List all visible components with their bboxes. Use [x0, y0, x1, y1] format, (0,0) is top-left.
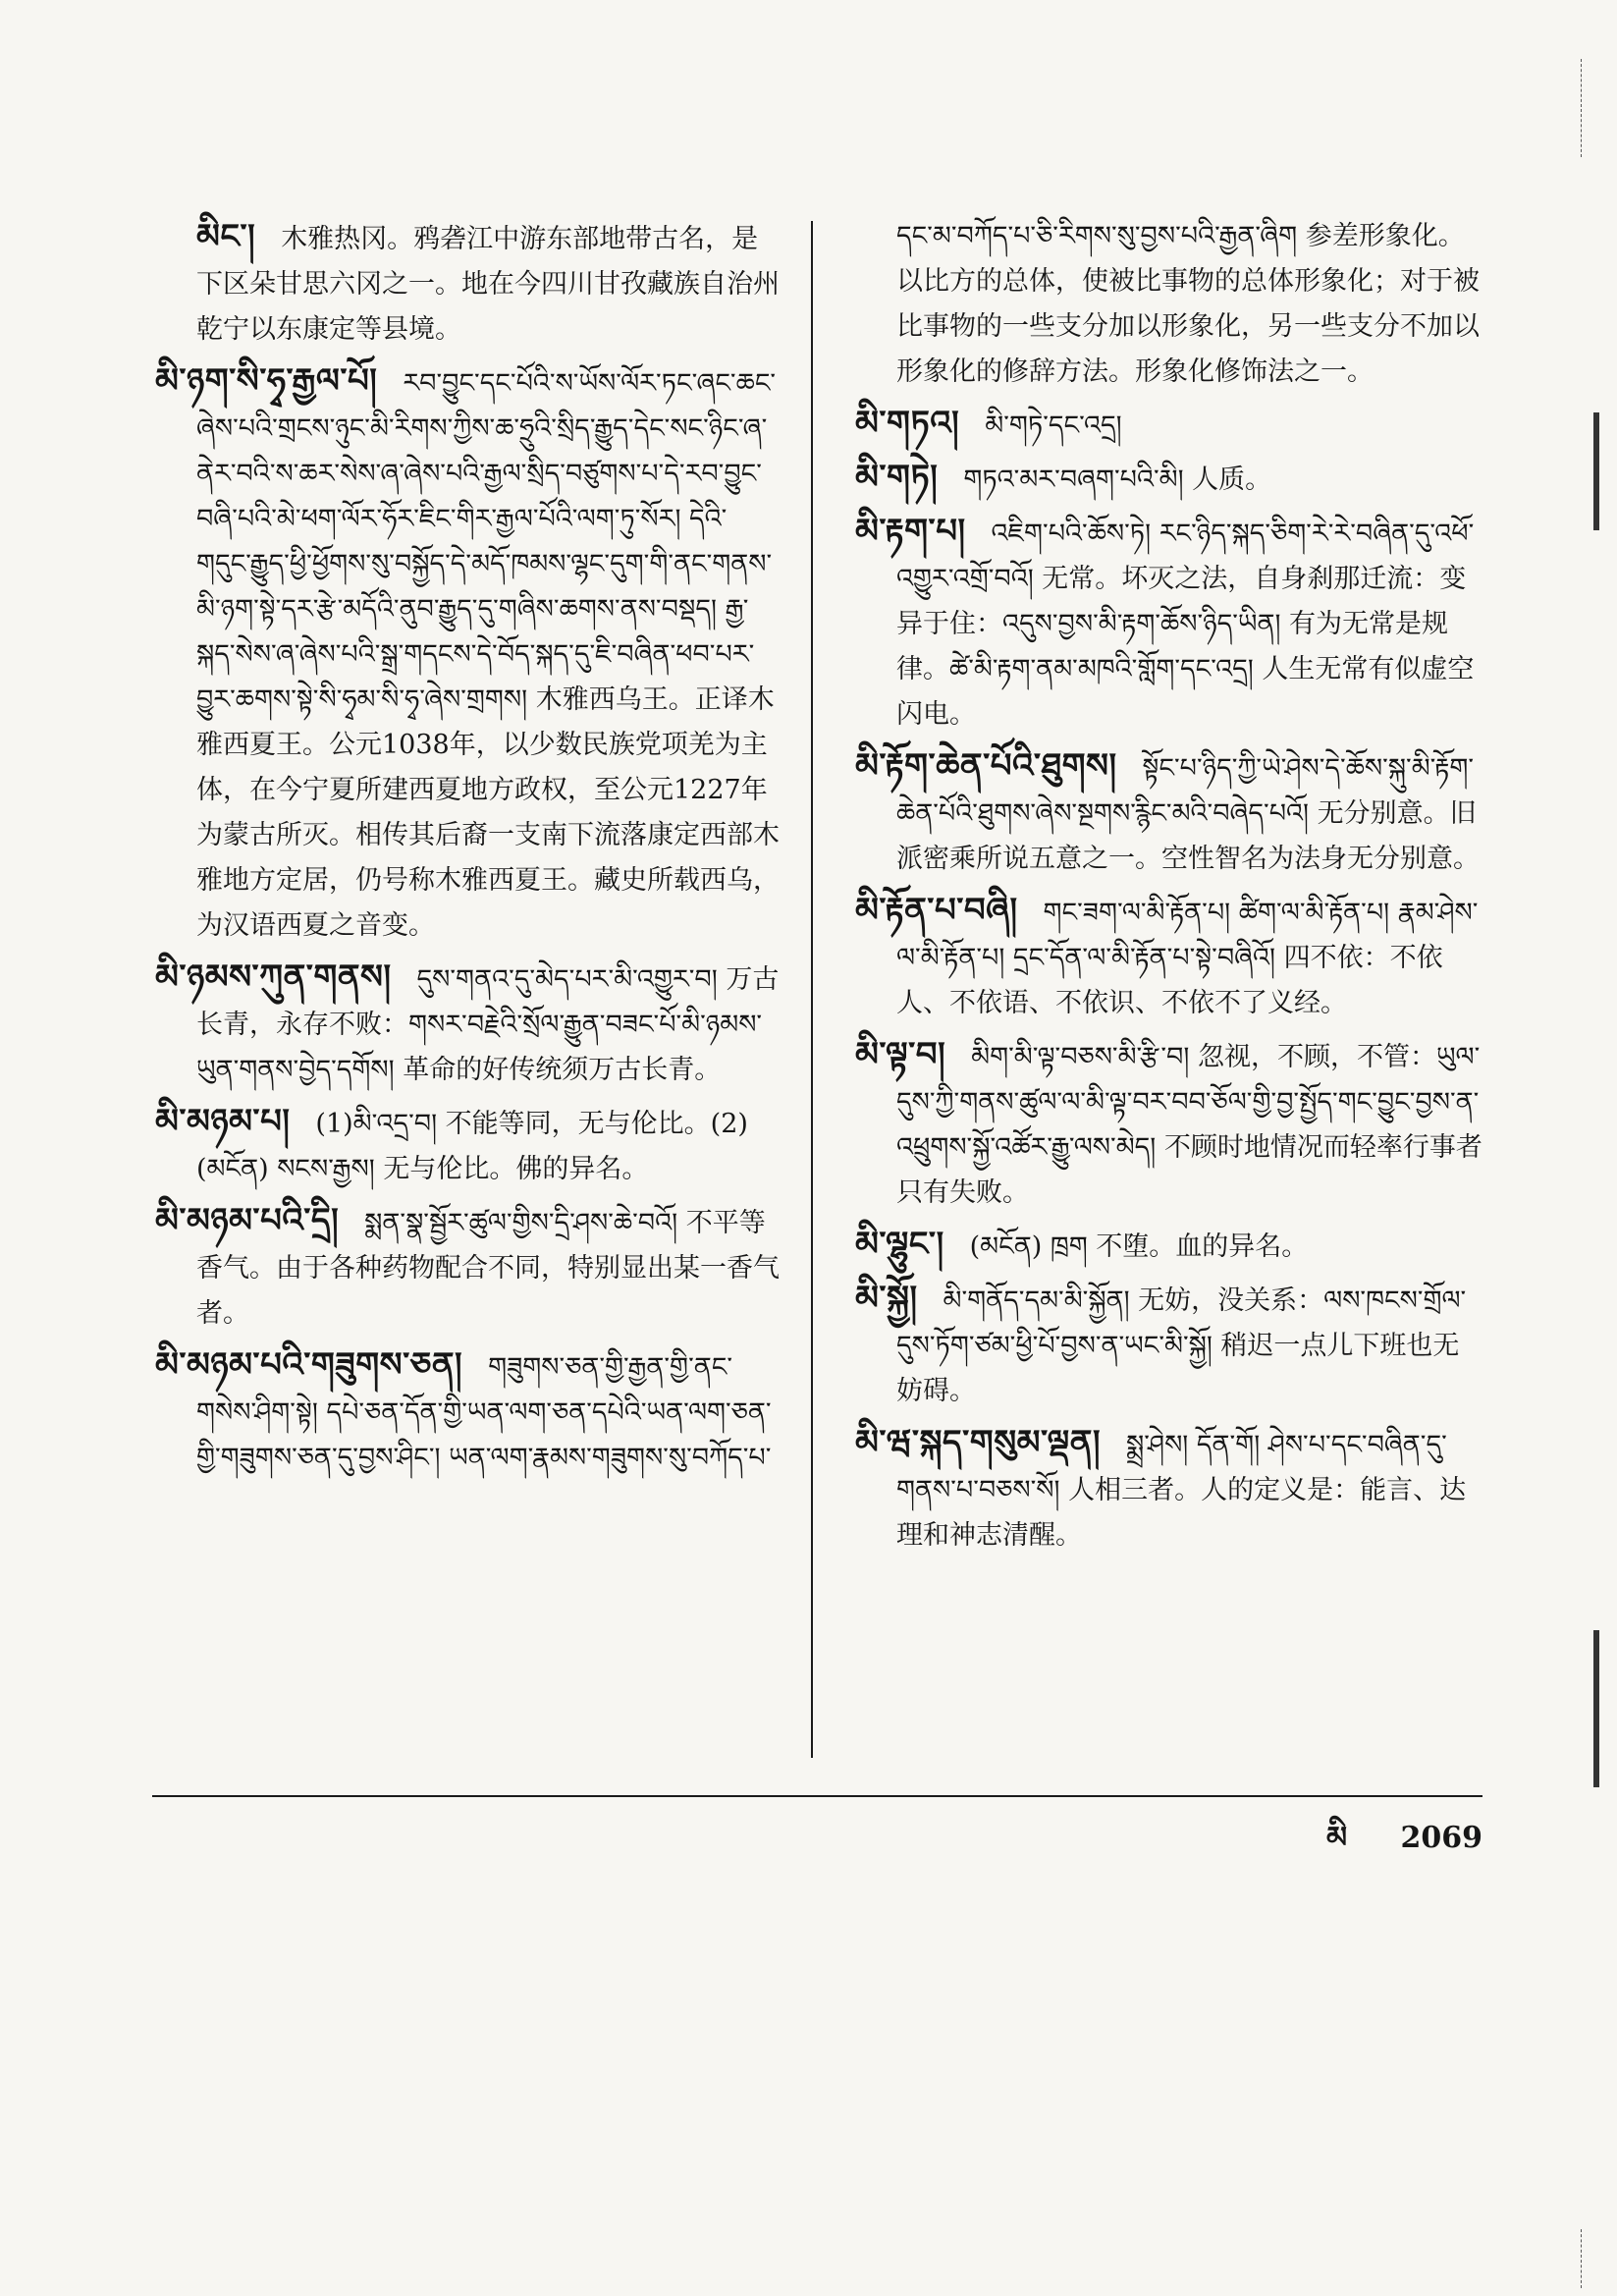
dictionary-entry	[855, 1222, 1485, 1270]
entry-definition: འཇིག་པའི་ཆོས་ཏེ། རང་ཉིད་སྐད་ཅིག་རེ་རེ་བཞིན་དུ་འཕོ་འགྱུར་འགྲོ་བའོ། 无常。坏灭之法，自身刹那迁流：变异于住：འདུས་བྱས་མི་རྟག་ཆོས་ཉིད་ཡིན། 有为无常是规律。ཚེ་མི་རྟག་ནམ་མཁའི་གློག་དང་འདྲ། 人生无常有似虚空闪电。	[896, 519, 1475, 730]
dictionary-entry	[855, 888, 1485, 1026]
entry-headword: མི་མཉམ་པའི་གཟུགས་ཅན།	[155, 1345, 463, 1385]
entry-headword: མི་རྟོག་ཆེན་པོའི་ཐུགས།	[855, 746, 1117, 786]
entry-definition: གཏའ་མར་བཞག་པའི་མི། 人质。	[963, 465, 1272, 495]
entry-headword: མི་ལྟ་བ།	[855, 1035, 946, 1074]
dictionary-entry	[855, 455, 1485, 503]
dictionary-entry	[155, 1198, 781, 1337]
entry-headword: མི་ཉམས་ཀུན་གནས།	[155, 957, 392, 997]
entry-definition: གང་ཟག་ལ་མི་རྟོན་པ། ཚིག་ལ་མི་རྟོན་པ། རྣམ་ཤེས་ལ་མི་རྟོན་པ། དྲང་དོན་ལ་མི་རྟོན་པ་སྟེ་བཞིའོ། 四不依：不依人、不依语、不依识、不依不了义经。	[896, 898, 1479, 1018]
column-divider	[811, 221, 813, 1758]
entry-definition: (མངོན) ཁྲག 不堕。血的异名。	[969, 1231, 1309, 1262]
dictionary-entry	[155, 358, 781, 949]
entry-definition: མི་གཏེ་དང་འདྲ།	[985, 410, 1122, 441]
edge-mark	[1581, 2229, 1603, 2288]
entry-headword: མི་མཉམ་པའི་དྲི།	[155, 1201, 340, 1240]
entry-headword: མི་གཏེ།	[855, 458, 939, 497]
entry-definition: རབ་བྱུང་དང་པོའི་ས་ཡོས་ལོར་ཏང་ཞང་ཆང་ཞེས་པའི་གྲངས་ཉུང་མི་རིགས་ཀྱིས་ཆ་ཧྲུའི་སྲིད་རྒྱུད་དེང་སང་ཉིང་ཞ་ནེར་བའི་ས་ཆར་སེས་ཞ་ཞེས་པའི་རྒྱལ་སྲིད་བཙུགས་པ་དེ་རབ་བྱུང་བཞི་པའི་མེ་ཕག་ལོར་ཧོར་ཇིང་གིར་རྒྱལ་པོའི་ལག་ཏུ་སོར། དེའི་གདུང་རྒྱུད་ཕྱི་ཕྱོགས་སུ་བསྐྱོད་དེ་མདོ་ཁམས་ལྷང་དུག་གི་ནང་གནས་མི་ཉག་སྟེ་དར་རྩེ་མདོའི་ནུབ་རྒྱུད་དུ་གཞིས་ཆགས་ནས་བསྡད། རྒྱ་སྐད་སེས་ཞ་ཞེས་པའི་སྒྲ་གདངས་དེ་བོད་སྐད་དུ་ཇི་བཞིན་ཕབ་པར་བྱུར་ཆགས་སྟེ་སི་ཧྭམ་སི་ཧྭ་ཞེས་གྲགས། 木雅西乌王。正译木雅西夏王。公元1038年，以少数民族党项羌为主体，在今宁夏所建西夏地方政权，至公元1227年为蒙古所灭。相传其后裔一支南下流落康定西部木雅地方定居，仍号称木雅西夏王。藏史所载西乌，为汉语西夏之音变。	[196, 368, 780, 941]
entry-definition: སྨན་སྣ་སྦྱོར་ཚུལ་གྱིས་དྲི་ཤས་ཆེ་བའོ། 不平等香气。由于各种药物配合不同，特别显出某一香气者。	[196, 1208, 780, 1329]
dictionary-entry	[855, 509, 1485, 738]
dictionary-entry	[896, 214, 1485, 395]
entry-headword: མི་རྟོན་པ་བཞི།	[855, 891, 1018, 930]
entry-definition: སྟོང་པ་ཉིད་ཀྱི་ཡེ་ཤེས་དེ་ཆོས་སྐུ་མི་རྟོག་ཆེན་པོའི་ཐུགས་ཞེས་སྔགས་རྙིང་མའི་བཞེད་པའོ། 无分别意。旧派密乘所说五意之一。空性智名为法身无分别意。	[896, 753, 1480, 874]
dictionary-entry	[155, 1099, 781, 1192]
footer-rule	[152, 1795, 1482, 1797]
dictionary-entry	[855, 743, 1485, 882]
dictionary-entry	[196, 214, 781, 353]
entry-headword: མི་ཝ་སྐད་གསུམ་ལྡན།	[855, 1423, 1101, 1462]
entry-definition: མིག་མི་ལྟ་བཅས་མི་རྩི་བ། 忽视，不顾，不管：ཡུལ་དུས་ཀྱི་གནས་ཚུལ་ལ་མི་ལྟ་བར་བབ་ཅོལ་གྱི་བྱ་སྤྱོད་གང་བྱུང་བྱས་ན་འཕྲུགས་སྐྱོ་འཚོར་རྒྱུ་ལས་མེད། 不顾时地情况而轻率行事者只有失败。	[896, 1042, 1482, 1208]
dictionary-entry	[155, 955, 781, 1093]
dictionary-entry	[155, 1342, 781, 1481]
dictionary-entry	[855, 1276, 1485, 1414]
entry-definition: དང་མ་བཀོད་པ་ཅི་རིགས་སུ་བྱས་པའི་རྒྱན་ཞིག 参差形象化。以比方的总体，使被比事物的总体形象化；对于被比事物的一些支分加以形象化，另一些支分不加以形象化的修辞方法。形象化修饰法之一。	[896, 221, 1480, 387]
dictionary-entry	[855, 1032, 1485, 1216]
edge-mark	[1593, 1630, 1599, 1787]
edge-mark	[1593, 412, 1599, 530]
right-column	[855, 214, 1485, 1564]
entry-headword: མི་མཉམ་པ།	[155, 1102, 291, 1141]
entry-definition: (1)མི་འདྲ་བ། 不能等同，无与伦比。(2)(མངོན) སངས་རྒྱས། 无与伦比。佛的异名。	[196, 1109, 748, 1184]
entry-headword: མི་རྟག་པ།	[855, 512, 966, 551]
running-letter: མི	[1325, 1821, 1348, 1855]
entry-headword: མིང་།	[196, 217, 256, 256]
entry-definition: དུས་གནའ་དུ་མེད་པར་མི་འགྱུར་བ། 万古长青，永存不败：གསར་བརྗེའི་སྲོལ་རྒྱུན་བཟང་པོ་མི་ཉམས་ཡུན་གནས་བྱེད་དགོས། 革命的好传统须万古长青。	[196, 964, 780, 1085]
entry-definition: སྨྲ་ཤེས། དོན་གོ། ཤེས་པ་དང་བཞིན་དུ་གནས་པ་བཅས་སོ། 人相三者。人的定义是：能言、达理和神志清醒。	[896, 1430, 1467, 1551]
left-column	[155, 214, 781, 1487]
dictionary-entry	[855, 401, 1485, 449]
entry-definition: མི་གནོད་དམ་མི་སྐྱོན། 无妨，没关系：ལས་ཁངས་གྲོལ་དུས་ཏོག་ཙམ་ཕྱི་པོ་བྱས་ན་ཡང་མི་སྐྱོ། 稍迟一点儿下班也无妨碍。	[896, 1285, 1467, 1406]
entry-headword: མི་ལྷུང་།	[855, 1225, 944, 1264]
entry-headword: མི་སྐྱོ།	[855, 1279, 918, 1318]
entry-definition: 木雅热冈。鸦砻江中游东部地带古名，是下区朵甘思六冈之一。地在今四川甘孜藏族自治州乾宁以东康定等县境。	[196, 224, 780, 345]
entry-headword: མི་གཏའ།	[855, 404, 960, 443]
entry-headword: མི་ཉག་སི་ཧྭ་རྒྱལ་པོ།	[155, 361, 378, 401]
dictionary-entry	[855, 1420, 1485, 1558]
entry-definition: གཟུགས་ཅན་གྱི་རྒྱན་གྱི་ནང་གསེས་ཤིག་སྟེ། དཔེ་ཅན་དོན་གྱི་ཡན་ལག་ཅན་དཔེའི་ཡན་ལག་ཅན་གྱི་གཟུགས་ཅན་དུ་བྱས་ཤིང་། ཡན་ལག་རྣམས་གཟུགས་སུ་བཀོད་པ་	[196, 1352, 772, 1473]
page-footer	[1326, 1805, 1482, 1887]
edge-mark	[1581, 59, 1603, 157]
page-number: 2069	[1400, 1821, 1482, 1855]
